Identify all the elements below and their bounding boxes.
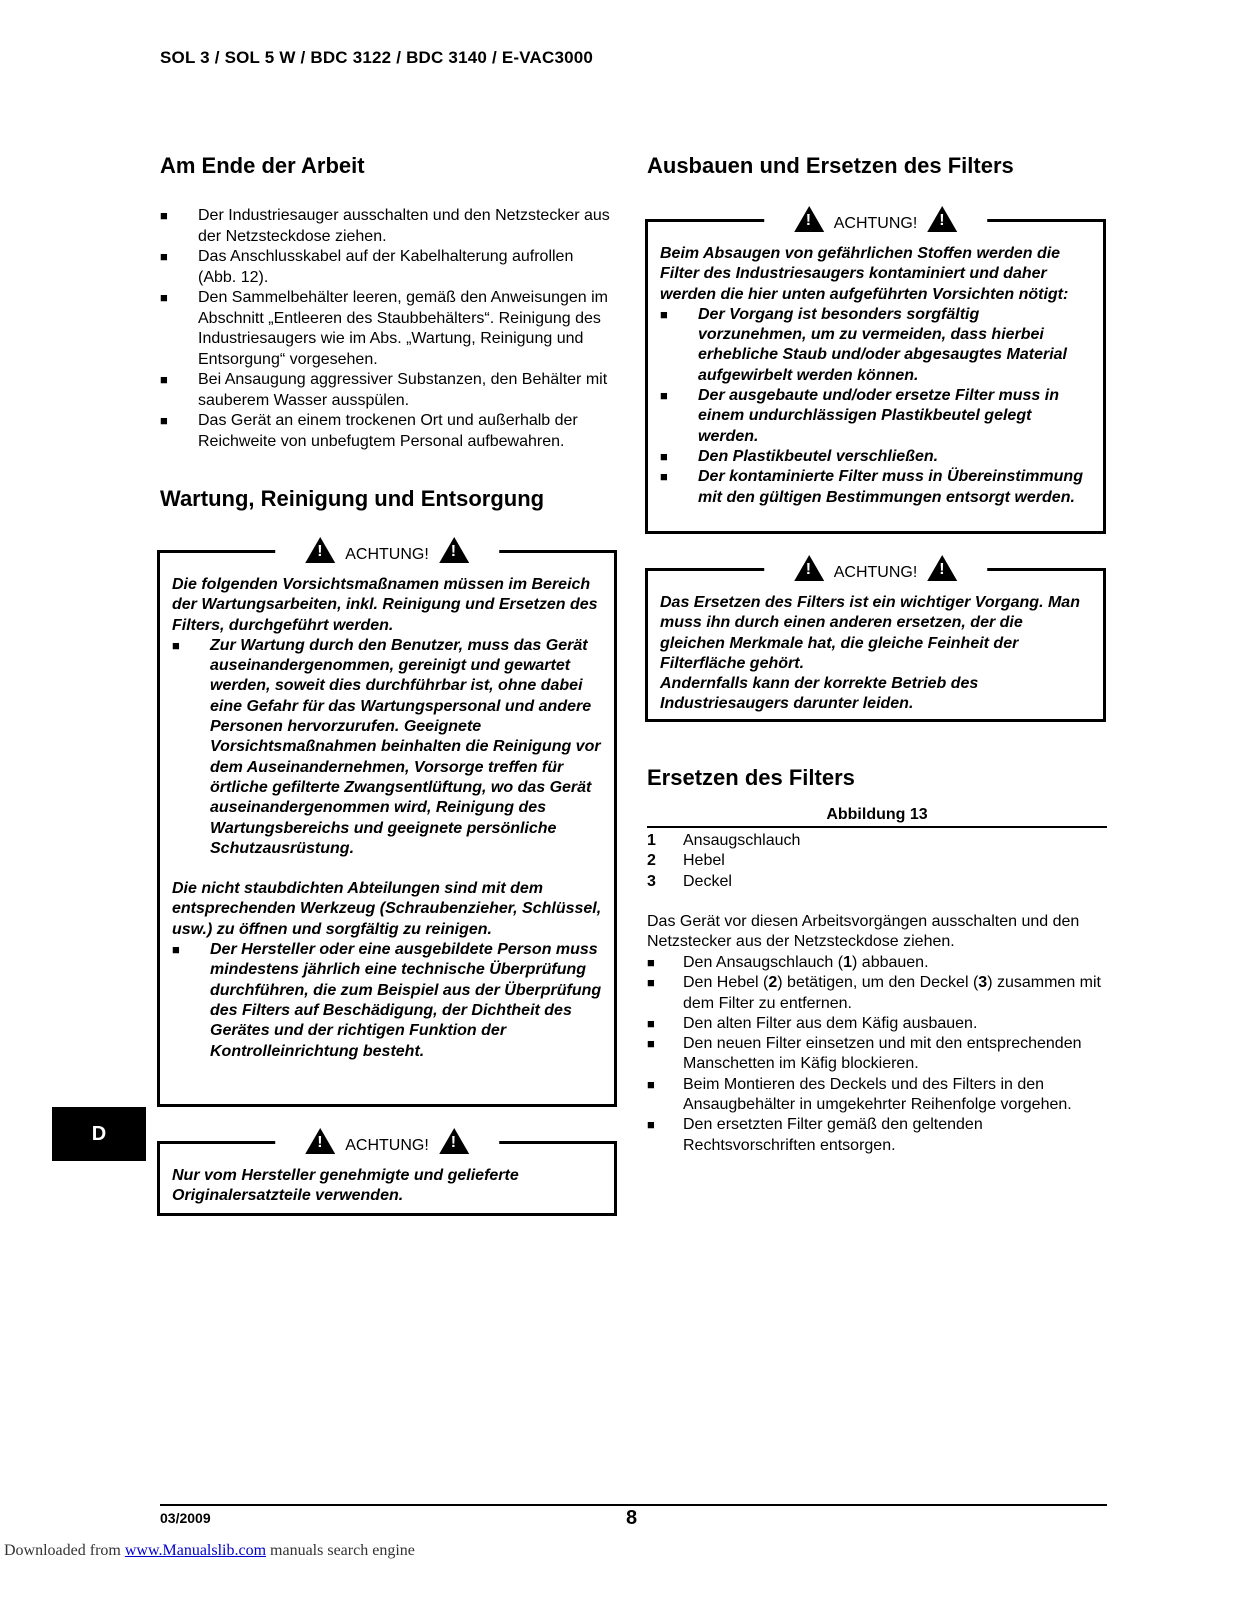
section-title-filter-removal: Ausbauen und Ersetzen des Filters xyxy=(647,153,1014,178)
warning-triangle-icon: ! xyxy=(305,1128,335,1154)
legend-number: 1 xyxy=(647,832,656,849)
warning-item: ■ Der Vorgang ist besonders sorgfältig vorzunehmen, um zu vermeiden, dass hierbei erhebliche Staub und/oder abgesaugtes Material aufgewirbelt werden können. xyxy=(660,305,1091,386)
replace-intro: Das Gerät vor diesen Arbeitsvorgängen ausschalten und den Netzstecker aus der Netzsteckdose ziehen. xyxy=(647,913,1080,951)
list-item: ■ Das Gerät an einem trockenen Ort und außerhalb der Reichweite von unbefugtem Personal aufbewahren. xyxy=(160,411,610,452)
warning-body xyxy=(172,1166,562,1207)
warning-box-filter-replacement xyxy=(645,561,1106,722)
list-item: ■ Den neuen Filter einsetzen und mit den entsprechenden Manschetten im Käfig blockieren. xyxy=(647,1034,1107,1075)
list-item: ■ Den ersetzten Filter gemäß den geltenden Rechtsvorschriften entsorgen. xyxy=(647,1115,1107,1156)
warning-body xyxy=(660,244,1091,508)
legend-row xyxy=(647,851,1107,871)
warning-text: Andernfalls kann der korrekte Betrieb des Industriesaugers darunter leiden. xyxy=(660,675,979,713)
step-text: Den Ansaugschlauch ( xyxy=(683,954,844,971)
warning-triangle-icon: ! xyxy=(927,555,957,581)
step-text: Den Hebel ( xyxy=(683,974,769,992)
warning-item: ■ Der ausgebaute und/oder ersetze Filter muss in einem undurchlässigen Plastikbeutel gelegt werden. xyxy=(660,386,1091,447)
warning-triangle-icon: ! xyxy=(794,555,824,581)
legend-list xyxy=(647,831,1107,892)
warning-label: ACHTUNG! xyxy=(345,1137,429,1154)
warning-triangle-icon: ! xyxy=(305,537,335,563)
step-text: ) zusammen mit dem Filter zu entfernen. xyxy=(683,974,1101,1012)
document-header: SOL 3 / SOL 5 W / BDC 3122 / BDC 3140 / E-VAC3000 xyxy=(160,48,594,67)
page-number: 8 xyxy=(626,1507,638,1529)
warning-header xyxy=(275,1127,499,1155)
footer-date: 03/2009 xyxy=(160,1510,211,1526)
step-ref: 2 xyxy=(768,974,778,992)
warning-triangle-icon: ! xyxy=(439,537,469,563)
list-item: ■ Das Anschlusskabel auf der Kabelhalterung aufrollen (Abb. 12). xyxy=(160,247,610,288)
warning-intro: Die folgenden Vorsichtsmaßnamen müssen im Bereich der Wartungsarbeiten, inkl. Reinigung und Ersetzen des Filters, durchgeführt werden. xyxy=(172,576,598,634)
replace-steps xyxy=(647,953,1107,1156)
legend-label: Deckel xyxy=(683,872,732,890)
end-of-work-list xyxy=(160,206,610,452)
warning-text: Das Ersetzen des Filters ist ein wichtiger Vorgang. Man muss ihn durch einen anderen ersetzen, der die gleichen Merkmale hat, die gleiche Feinheit der Filterfläche gehört. xyxy=(660,594,1080,672)
list-item xyxy=(647,953,1107,973)
legend-number: 2 xyxy=(647,852,656,870)
figure-title: Abbildung 13 xyxy=(647,806,1107,828)
list-item xyxy=(647,973,1107,1014)
list-item: ■ Bei Ansaugung aggressiver Substanzen, den Behälter mit sauberem Wasser ausspülen. xyxy=(160,370,610,411)
language-tab: D xyxy=(52,1107,146,1161)
warning-body xyxy=(660,593,1091,715)
manualslib-link[interactable]: www.Manualslib.com xyxy=(124,1542,267,1559)
warning-header xyxy=(764,554,988,582)
footer-divider xyxy=(160,1504,1107,1506)
warning-header xyxy=(275,536,499,564)
warning-intro-2: Die nicht staubdichten Abteilungen sind mit dem entsprechenden Werkzeug (Schraubenzieher, Schlüssel, usw.) zu öffnen und sorgfältig zu reinigen. xyxy=(172,880,602,938)
list-item: ■ Der Industriesauger ausschalten und den Netzstecker aus der Netzsteckdose ziehen. xyxy=(160,206,610,247)
warning-box-spare-parts xyxy=(157,1134,617,1216)
warning-item: ■ Zur Wartung durch den Benutzer, muss das Gerät auseinandergenommen, gereinigt und gewartet werden, soweit dies durchführbar ist, ohne dabei eine Gefahr für das Wartungspersonal und andere Personen hervorzurufen. Geeignete Vorsichtsmaßnahmen beinhalten die Reinigung vor dem Auseinandernehmen, Vorsorge treffen für örtliche gefilterte Zwangsentlüftung, wo das Gerät auseinandergenommen wird, Reinigung des Wartungsbereichs und geeignete persönliche Schutzausrüstung. xyxy=(172,636,602,859)
legend-number: 3 xyxy=(647,872,656,890)
warning-header xyxy=(764,205,988,233)
step-text: ) abbauen. xyxy=(852,954,929,971)
download-suffix: manuals search engine xyxy=(266,1542,415,1559)
warning-triangle-icon: ! xyxy=(927,206,957,232)
section-title-replace-filter: Ersetzen des Filters xyxy=(647,765,855,790)
warning-triangle-icon: ! xyxy=(794,206,824,232)
legend-label: Ansaugschlauch xyxy=(683,832,801,849)
warning-intro: Beim Absaugen von gefährlichen Stoffen werden die Filter des Industriesaugers kontaminiert und daher werden die hier unten aufgeführten Vorsichten nötigt: xyxy=(660,245,1069,303)
warning-item: ■ Den Plastikbeutel verschließen. xyxy=(660,447,1091,467)
warning-label: ACHTUNG! xyxy=(345,546,429,563)
step-ref: 3 xyxy=(978,974,988,992)
warning-triangle-icon: ! xyxy=(439,1128,469,1154)
warning-label: ACHTUNG! xyxy=(833,564,918,581)
section-title-maintenance: Wartung, Reinigung und Entsorgung xyxy=(160,486,545,511)
warning-box-hazardous xyxy=(645,212,1106,534)
step-ref: 1 xyxy=(843,954,853,971)
list-item: ■ Den alten Filter aus dem Käfig ausbauen. xyxy=(647,1014,1107,1034)
warning-label: ACHTUNG! xyxy=(833,215,918,232)
legend-row xyxy=(647,831,1107,851)
list-item: ■ Den Sammelbehälter leeren, gemäß den Anweisungen im Abschnitt „Entleeren des Staubbehälters“. Reinigung des Industriesaugers wie im Abs. „Wartung, Reinigung und Entsorgung“ vorgesehen. xyxy=(160,288,610,370)
list-item: ■ Beim Montieren des Deckels und des Filters in den Ansaugbehälter in umgekehrter Reihenfolge vorgehen. xyxy=(647,1075,1107,1116)
download-notice xyxy=(4,1542,415,1560)
legend-label: Hebel xyxy=(683,852,725,870)
warning-item: ■ Der kontaminierte Filter muss in Übereinstimmung mit den gültigen Bestimmungen entsorgt werden. xyxy=(660,467,1091,508)
step-text: ) betätigen, um den Deckel ( xyxy=(777,974,979,992)
section-title-end-of-work: Am Ende der Arbeit xyxy=(160,153,365,178)
warning-body xyxy=(172,575,602,1062)
warning-text: Nur vom Hersteller genehmigte und gelieferte Originalersatzteile verwenden. xyxy=(172,1167,519,1205)
warning-box-maintenance xyxy=(157,543,617,1107)
legend-row xyxy=(647,872,1107,892)
figure-legend xyxy=(647,806,1107,892)
download-prefix: Downloaded from xyxy=(4,1542,125,1559)
warning-item: ■ Der Hersteller oder eine ausgebildete Person muss mindestens jährlich eine technische Überprüfung durchführen, die zum Beispiel aus der Überprüfung des Filters auf Beschädigung, der Dichtheit des Gerätes und der richtigen Funktion der Kontrolleinrichtung besteht. xyxy=(172,940,602,1062)
